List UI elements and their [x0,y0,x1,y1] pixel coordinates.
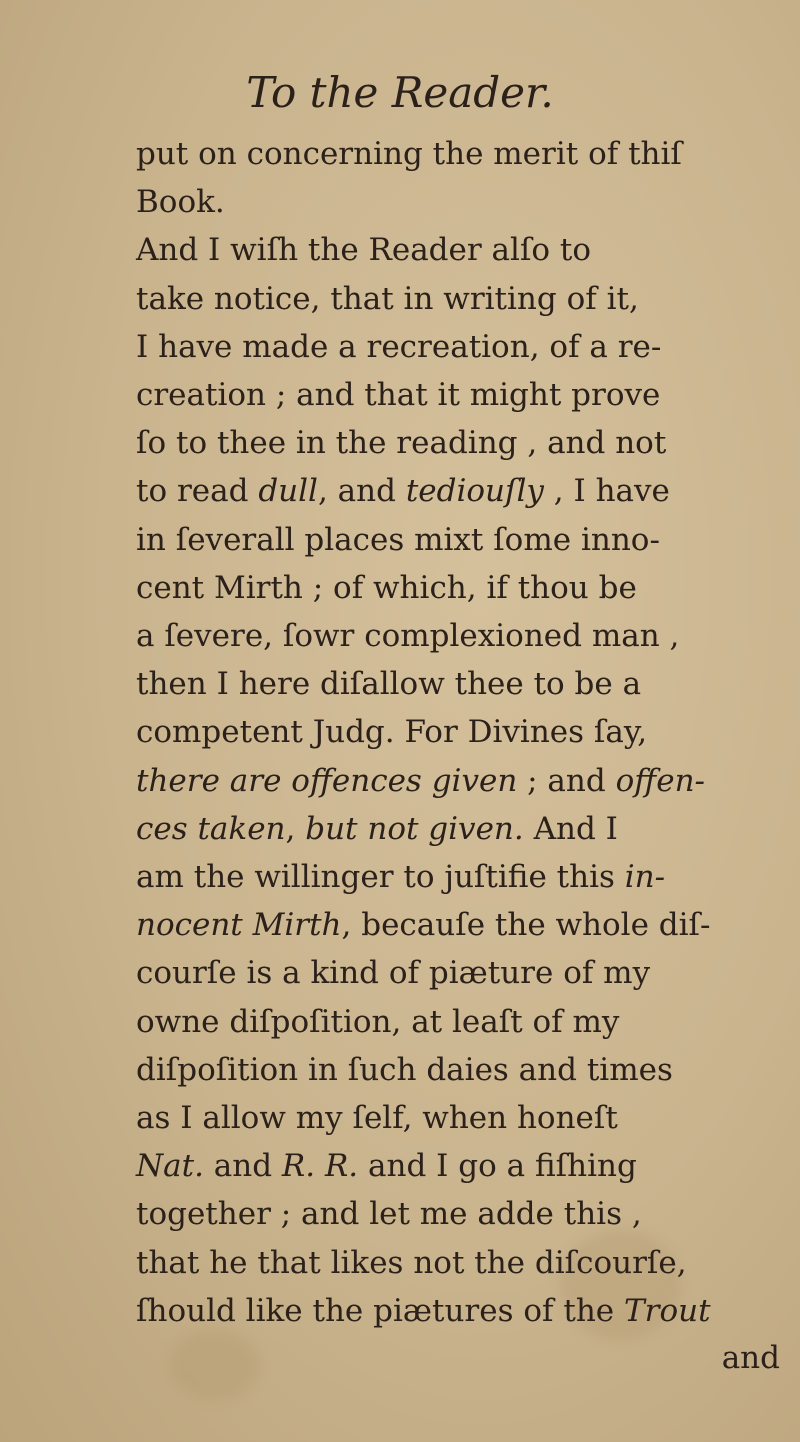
text-span: And I wiſh the Reader alſo to [136,232,592,269]
text-line [136,371,660,419]
text-span: take notice, that in writing of it, [136,280,639,317]
italic-text: Trout [623,1292,711,1329]
text-span: , [285,810,306,847]
text-span: ſo to thee in the reading , and not [136,425,667,462]
text-line [136,949,650,997]
text-span: then I here diſallow thee to be a [136,666,642,703]
italic-text: ces taken [136,810,286,847]
italic-text: nocent Mirth [136,907,342,944]
text-span: creation ; and that it might prove [136,377,661,413]
text-span: as I allow my ſelf, when honeſt [136,1100,618,1136]
text-line [136,998,619,1046]
text-span: that he that likes not the diſcourſe, [136,1244,687,1281]
text-line [136,323,661,371]
italic-text: but not given. [305,810,524,847]
text-line [136,1142,637,1190]
text-line [136,1190,642,1238]
text-span: I have made a recreation, of a re- [136,328,662,365]
text-span: put on concerning the merit of thiſ [136,136,682,172]
text-span: And I [523,810,618,847]
text-line [136,1094,618,1142]
text-line [136,226,591,274]
text-span: , and [317,473,406,510]
text-span: ; and [517,762,616,799]
text-span: , I have [543,473,670,510]
text-span: diſpoſition in ſuch daies and times [136,1051,673,1088]
text-span: courſe is a kind of piæture of my [136,955,651,992]
italic-text: tediouſly [405,473,544,510]
text-span: and I go a fiſhing [358,1148,637,1185]
text-span: , becauſe the whole diſ- [341,907,711,944]
italic-text: in- [624,859,666,895]
text-span: to read [136,473,259,510]
italic-text: Nat. [136,1148,204,1185]
italic-text: dull [258,473,318,510]
text-line [136,178,225,226]
text-span: together ; and let me adde this , [136,1196,642,1233]
text-line [136,564,637,612]
text-line [136,1287,711,1335]
text-line [136,516,660,564]
paper-stain [170,1330,260,1400]
running-head: To the Reader. [246,68,554,117]
italic-text: offen- [615,762,706,799]
text-line [136,660,641,708]
text-span: competent Judg. For Divines ſay, [136,714,648,751]
italic-text: R. R. [281,1148,359,1185]
text-line [136,130,682,178]
text-span: am the willinger to juſtifie this [136,859,625,895]
text-line [136,708,647,756]
text-line [136,467,670,515]
text-line [136,612,679,660]
text-line [136,1239,687,1287]
text-line [136,275,639,323]
text-line [136,805,618,853]
text-line [136,853,665,901]
text-span: cent Mirth ; of which, if thou be [136,569,637,606]
text-line [136,419,666,467]
text-line [136,757,705,805]
text-span: owne diſpoſition, at leaſt of my [136,1003,620,1040]
text-span: a ſevere, ſowr complexioned man , [136,618,680,654]
italic-text: there are offences given [136,762,518,799]
text-span: and [203,1148,282,1185]
text-line [136,901,711,949]
catchword: and [721,1340,780,1376]
text-span: ſhould like the piætures of the [136,1292,624,1329]
text-span: in ſeverall places mixt ſome inno- [136,521,660,558]
text-span: Book. [136,184,225,221]
text-line [136,1046,673,1094]
